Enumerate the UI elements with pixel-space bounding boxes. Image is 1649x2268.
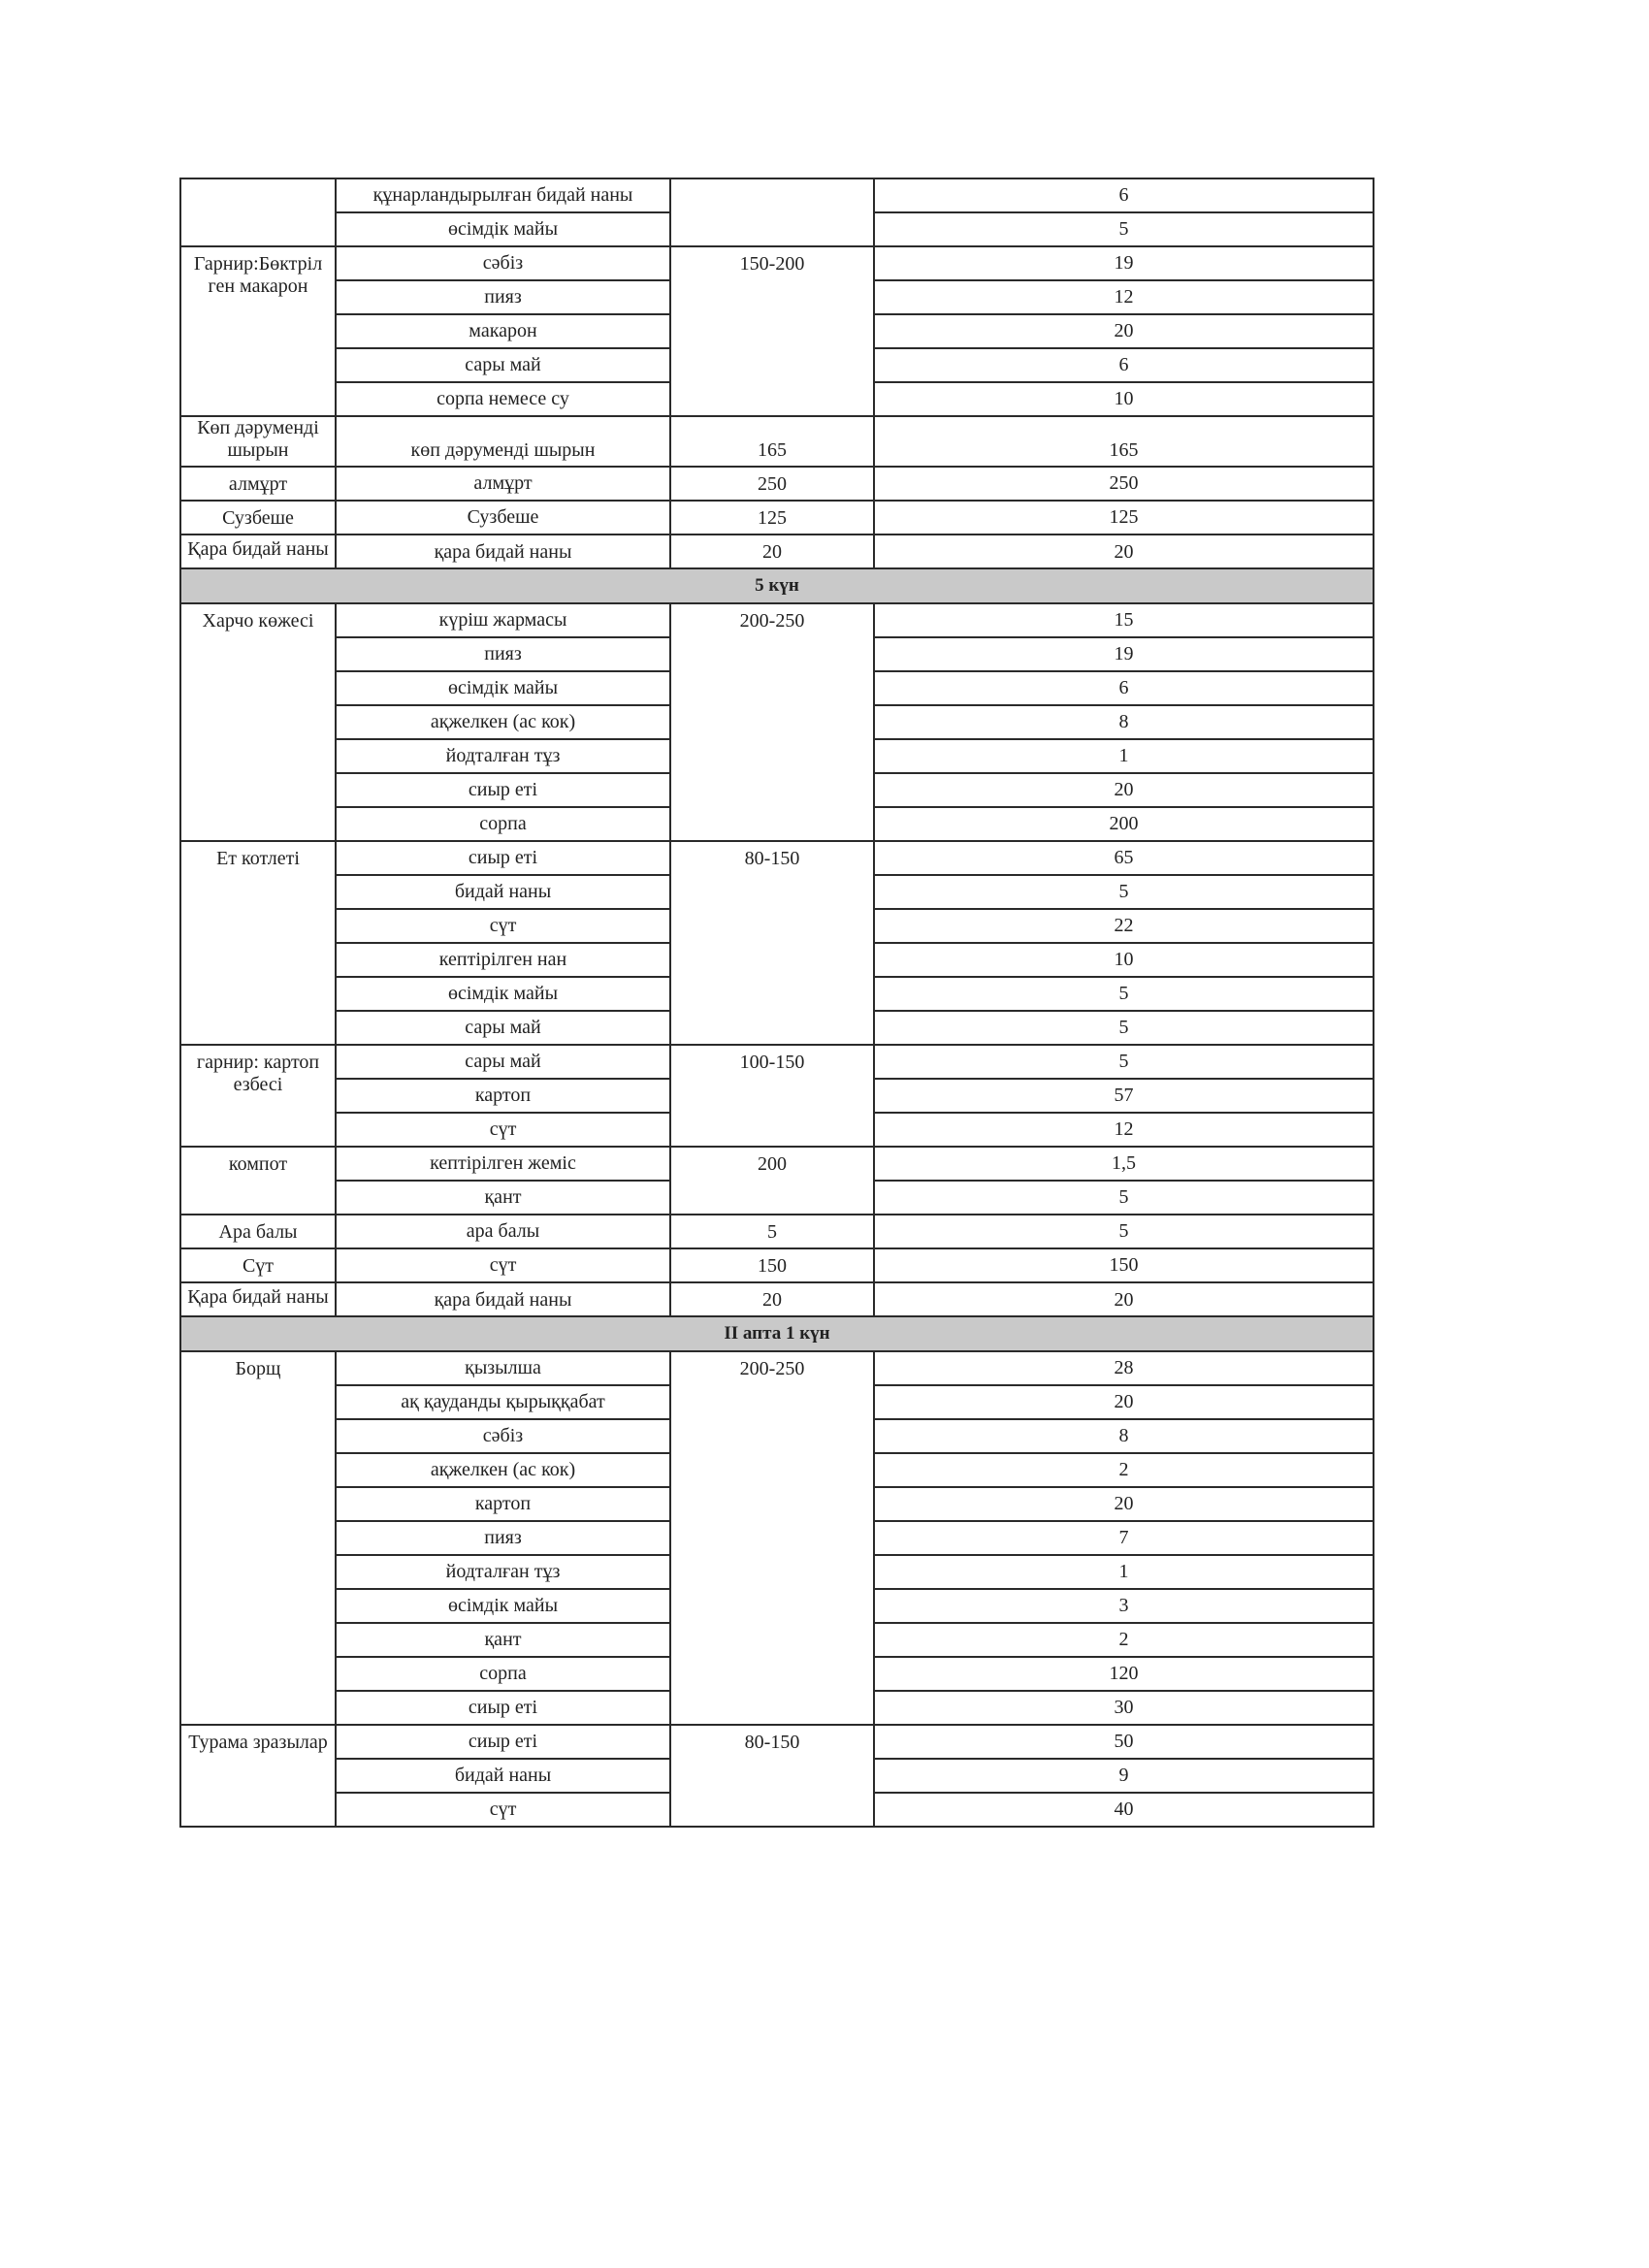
- ingredient-amount: 19: [874, 637, 1374, 671]
- ingredient-amount: 7: [874, 1521, 1374, 1555]
- ingredient-name: картоп: [336, 1079, 670, 1113]
- dish-name: Қара бидай наны: [180, 1282, 336, 1316]
- ingredient-name: ақ қауданды қырыққабат: [336, 1385, 670, 1419]
- ingredient-name: пияз: [336, 1521, 670, 1555]
- ingredient-amount: 8: [874, 1419, 1374, 1453]
- ingredient-amount: 5: [874, 977, 1374, 1011]
- ingredient-amount: 1: [874, 739, 1374, 773]
- table-row: [180, 1351, 1374, 1385]
- ingredient-name: сиыр еті: [336, 773, 670, 807]
- ingredient-amount: 10: [874, 382, 1374, 416]
- ingredient-amount: 150: [874, 1248, 1374, 1282]
- table-row: [180, 178, 1374, 212]
- day-header-row: [180, 568, 1374, 603]
- ingredient-amount: 28: [874, 1351, 1374, 1385]
- ingredient-amount: 12: [874, 280, 1374, 314]
- ingredient-amount: 57: [874, 1079, 1374, 1113]
- ingredient-name: құнарландырылған бидай наны: [336, 178, 670, 212]
- menu-table: [179, 178, 1374, 1828]
- ingredient-name: кептірілген жеміс: [336, 1147, 670, 1181]
- ingredient-amount: 15: [874, 603, 1374, 637]
- ingredient-name: йодталған тұз: [336, 739, 670, 773]
- ingredient-name: өсімдік майы: [336, 1589, 670, 1623]
- ingredient-amount: 2: [874, 1453, 1374, 1487]
- ingredient-name: ақжелкен (ас кок): [336, 1453, 670, 1487]
- table-row: [180, 841, 1374, 875]
- ingredient-name: бидай наны: [336, 1759, 670, 1793]
- ingredient-name: сәбіз: [336, 1419, 670, 1453]
- portion-size: 125: [670, 501, 874, 535]
- portion-size: 5: [670, 1215, 874, 1248]
- ingredient-name: сорпа немесе су: [336, 382, 670, 416]
- dish-name: Ет котлеті: [180, 841, 336, 1045]
- portion-size: 80-150: [670, 841, 874, 1045]
- ingredient-amount: 20: [874, 1487, 1374, 1521]
- ingredient-name: күріш жармасы: [336, 603, 670, 637]
- ingredient-amount: 120: [874, 1657, 1374, 1691]
- ingredient-name: бидай наны: [336, 875, 670, 909]
- ingredient-amount: 10: [874, 943, 1374, 977]
- ingredient-name: сорпа: [336, 1657, 670, 1691]
- ingredient-name: картоп: [336, 1487, 670, 1521]
- portion-size: 165: [670, 416, 874, 467]
- table-row: [180, 535, 1374, 568]
- ingredient-amount: 5: [874, 1045, 1374, 1079]
- dish-name: Харчо көжесі: [180, 603, 336, 841]
- ingredient-name: сары май: [336, 1045, 670, 1079]
- table-row: [180, 603, 1374, 637]
- ingredient-name: қант: [336, 1623, 670, 1657]
- portion-size: 150: [670, 1248, 874, 1282]
- ingredient-name: өсімдік майы: [336, 977, 670, 1011]
- dish-name: [180, 178, 336, 246]
- table-row: [180, 501, 1374, 535]
- ingredient-name: сиыр еті: [336, 1691, 670, 1725]
- ingredient-name: сәбіз: [336, 246, 670, 280]
- day-header-row: [180, 1316, 1374, 1351]
- ingredient-amount: 5: [874, 1011, 1374, 1045]
- dish-name: Турама зразылар: [180, 1725, 336, 1827]
- portion-size: 150-200: [670, 246, 874, 416]
- day-header: ІІ апта 1 күн: [180, 1316, 1374, 1351]
- portion-size: 250: [670, 467, 874, 501]
- ingredient-name: өсімдік майы: [336, 671, 670, 705]
- portion-size: 200-250: [670, 1351, 874, 1725]
- ingredient-name: сиыр еті: [336, 1725, 670, 1759]
- ingredient-amount: 5: [874, 212, 1374, 246]
- dish-name: Сүт: [180, 1248, 336, 1282]
- ingredient-name: қара бидай наны: [336, 535, 670, 568]
- ingredient-amount: 12: [874, 1113, 1374, 1147]
- table-row: [180, 1248, 1374, 1282]
- table-row: [180, 246, 1374, 280]
- ingredient-amount: 40: [874, 1793, 1374, 1827]
- day-header: 5 күн: [180, 568, 1374, 603]
- table-row: [180, 416, 1374, 467]
- portion-size: 20: [670, 535, 874, 568]
- ingredient-amount: 6: [874, 348, 1374, 382]
- ingredient-name: сары май: [336, 348, 670, 382]
- table-row: [180, 1282, 1374, 1316]
- ingredient-name: пияз: [336, 280, 670, 314]
- ingredient-amount: 165: [874, 416, 1374, 467]
- ingredient-amount: 250: [874, 467, 1374, 501]
- ingredient-amount: 6: [874, 671, 1374, 705]
- ingredient-name: пияз: [336, 637, 670, 671]
- ingredient-amount: 1,5: [874, 1147, 1374, 1181]
- ingredient-name: кептірілген нан: [336, 943, 670, 977]
- ingredient-amount: 5: [874, 1181, 1374, 1215]
- ingredient-name: Сузбеше: [336, 501, 670, 535]
- portion-size: 200: [670, 1147, 874, 1215]
- ingredient-name: сиыр еті: [336, 841, 670, 875]
- ingredient-name: өсімдік майы: [336, 212, 670, 246]
- table-row: [180, 1215, 1374, 1248]
- ingredient-amount: 30: [874, 1691, 1374, 1725]
- ingredient-amount: 20: [874, 535, 1374, 568]
- dish-name: Сузбеше: [180, 501, 336, 535]
- ingredient-amount: 19: [874, 246, 1374, 280]
- ingredient-amount: 200: [874, 807, 1374, 841]
- portion-size: 20: [670, 1282, 874, 1316]
- ingredient-name: көп дәрумендi шырын: [336, 416, 670, 467]
- dish-name: Көп дәрумендi шырын: [180, 416, 336, 467]
- ingredient-amount: 20: [874, 1282, 1374, 1316]
- dish-name: Қара бидай наны: [180, 535, 336, 568]
- ingredient-amount: 5: [874, 875, 1374, 909]
- ingredient-amount: 20: [874, 314, 1374, 348]
- dish-name: Ара балы: [180, 1215, 336, 1248]
- ingredient-name: сүт: [336, 1113, 670, 1147]
- table-row: [180, 467, 1374, 501]
- ingredient-amount: 6: [874, 178, 1374, 212]
- ingredient-amount: 20: [874, 773, 1374, 807]
- ingredient-name: сүт: [336, 1248, 670, 1282]
- ingredient-name: ақжелкен (ас кок): [336, 705, 670, 739]
- ingredient-amount: 8: [874, 705, 1374, 739]
- ingredient-name: сорпа: [336, 807, 670, 841]
- portion-size: 200-250: [670, 603, 874, 841]
- dish-name: компот: [180, 1147, 336, 1215]
- table-row: [180, 1147, 1374, 1181]
- ingredient-amount: 5: [874, 1215, 1374, 1248]
- dish-name: Борщ: [180, 1351, 336, 1725]
- dish-name: алмұрт: [180, 467, 336, 501]
- ingredient-name: қызылша: [336, 1351, 670, 1385]
- ingredient-amount: 65: [874, 841, 1374, 875]
- ingredient-name: қант: [336, 1181, 670, 1215]
- table-row: [180, 1725, 1374, 1759]
- ingredient-amount: 50: [874, 1725, 1374, 1759]
- ingredient-name: сүт: [336, 909, 670, 943]
- ingredient-amount: 2: [874, 1623, 1374, 1657]
- dish-name: гарнир: картоп езбесі: [180, 1045, 336, 1147]
- ingredient-amount: 22: [874, 909, 1374, 943]
- portion-size: [670, 178, 874, 246]
- ingredient-amount: 9: [874, 1759, 1374, 1793]
- ingredient-amount: 20: [874, 1385, 1374, 1419]
- ingredient-name: қара бидай наны: [336, 1282, 670, 1316]
- ingredient-amount: 3: [874, 1589, 1374, 1623]
- ingredient-name: макарон: [336, 314, 670, 348]
- portion-size: 100-150: [670, 1045, 874, 1147]
- ingredient-name: ара балы: [336, 1215, 670, 1248]
- dish-name: Гарнир:Бөктріл ген макарон: [180, 246, 336, 416]
- table-row: [180, 1045, 1374, 1079]
- ingredient-name: алмұрт: [336, 467, 670, 501]
- portion-size: 80-150: [670, 1725, 874, 1827]
- ingredient-name: сары май: [336, 1011, 670, 1045]
- ingredient-amount: 125: [874, 501, 1374, 535]
- ingredient-amount: 1: [874, 1555, 1374, 1589]
- ingredient-name: йодталған тұз: [336, 1555, 670, 1589]
- ingredient-name: сүт: [336, 1793, 670, 1827]
